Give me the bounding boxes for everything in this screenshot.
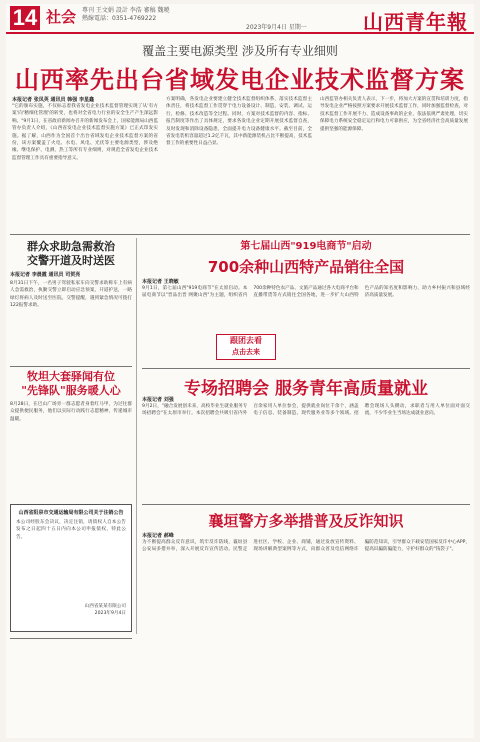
rescue-byline: 本报记者 李晨霞 通讯员 司贺亮 xyxy=(10,272,81,278)
police-text: 为不断提高群众反诈意识，筑牢反诈防线，襄垣县公安局多措并举，深入开展反诈宣传活动。民警走进社区、学校、企业、商铺，通过发放宣传资料、现场讲解典型案例等方式，向群众普及电信网络诈骗防范知识，引导群众下载安装国家反诈中心APP，提高识骗防骗能力，守护好群众的"钱袋子"。 xyxy=(142,540,470,553)
divider xyxy=(10,638,132,639)
rescue-headline-1: 群众求助急需救治 xyxy=(27,240,115,253)
job-byline: 本报记者 刘强 xyxy=(142,397,174,403)
job-headline: 专场招聘会 服务青年高质量就业 xyxy=(184,379,428,399)
fair-byline: 本报记者 王晓敏 xyxy=(142,279,179,285)
lead-column-1 xyxy=(12,96,158,228)
promo-line-1: 跟团去看 xyxy=(230,336,262,345)
volunteer-headline-2: "先锋队"服务暖人心 xyxy=(21,384,121,397)
police-byline: 本报记者 郝峰 xyxy=(142,533,174,539)
lead-text-3: 山西监管办相关负责人表示，下一步，将加大方案的宣贯和培训力度，指导发电企业严格按照方案要求开展技术监督工作，同时加强监督检查，对技术监督工作开展不力、造成设备事故的企业，依法依规严肃处理，切实保障电力系统安全稳定运行和电力可靠供应，为全省经济社会高质量发展提供坚强的能源保障。 xyxy=(320,97,468,132)
lead-headline: 山西率先出台省域发电企业技术监督方案 xyxy=(15,66,465,94)
newspaper-page xyxy=(6,4,474,738)
desk-info: 專刊 王文娟 設計 李浩 審稿 魏曉 熱線電話：0351-4769222 xyxy=(82,7,170,22)
issue-date: 2023年9月4日 星期一 xyxy=(246,24,307,31)
divider xyxy=(10,366,132,367)
page-number: 14 xyxy=(10,6,40,30)
job-text: 9月2日，"融合发展创未来，高校毕业生就业服务专场招聘会"在太原市举行。本次招聘会共吸引省内外百余家用人单位参会，提供就业岗位千余个，涵盖电子信息、装备制造、现代服务业等多个领域。招聘会现场人头攒动，求职者与用人单位面对面交流，不少毕业生当场达成就业意向。 xyxy=(142,404,470,417)
notice-box xyxy=(10,504,132,632)
divider xyxy=(10,234,470,235)
police-headline: 襄垣警方多举措普及反诈知识 xyxy=(208,512,404,530)
lead-column-2 xyxy=(166,96,312,228)
lead-text-1: "它的颁布实施，不仅标志着我省发电企业技术监督管理实现了从'有方案'向'精细化管理'的转变，也将对全省电力行业的安全生产产生深远影响。"9月1日，在省政府新闻办召开的新闻发布会上，国家能源局山西监管办负责人介绍，《山西省发电企业技术监督实施方案》已正式印发实施。据了解，山西作为全国首个出台省域发电企业技术监督方案的省份，该方案覆盖了火电、水电、风电、光伏等主要电源类型，涉及绝缘、继电保护、电测、热工等所有专业细则，对规范全省发电企业技术监督管理工作具有重要指导意义。 xyxy=(12,104,158,161)
volunteer-headline-1: 牧坦大套驿闻有位 xyxy=(27,370,115,383)
masthead xyxy=(6,4,474,34)
notice-text: 本公司经股东会决议，决定注销，请债权人自本公告发布之日起四十五日内向本公司申报债权，特此公告。 xyxy=(16,520,126,540)
lead-byline: 本报记者 张凤英 通讯员 韩强 李星鑫 xyxy=(12,97,94,103)
divider xyxy=(142,368,470,369)
promo-badge xyxy=(216,334,276,360)
volunteer-article xyxy=(10,370,132,498)
volunteer-text: 8月28日，在巴山广场旁一群志愿者身着红马甲，为过往群众提供便民服务，他们以实际行动践行志愿精神，传递城市温暖。 xyxy=(10,402,132,422)
notice-date: 2023年9月4日 xyxy=(94,611,126,617)
paper-logo: 山西青年報 xyxy=(363,10,468,34)
fair-text: 9月1日，第七届山西"919电商节"在太原启动。本届电商节以"晋品出晋 网聚山西"为主题，组织省内700余种特色农产品、文旅产品通过各大电商平台和直播带货等方式销往全国各地，进一步扩大山西特色产品的知名度和影响力，助力乡村振兴和县域经济高质量发展。 xyxy=(142,286,470,299)
fair-article xyxy=(142,278,470,362)
promo-line-2: 点击去来 xyxy=(232,348,260,356)
lead-text-2: 方案明确，各发电企业要建立健全技术监督组织体系，落实技术监督主体责任，将技术监督工作贯穿于电力设备设计、制造、安装、调试、运行、检修、技术改造等全过程。同时，方案对技术监督的内容、指标、报告制度等作出了具体规定，要求各发电企业定期开展技术监督自查，及时发现和消除设备隐患，全面提升电力设备健康水平。截至目前，全省发电装机容量超过1.2亿千瓦，其中新能源装机占比不断提高，技术监督工作的重要性日益凸显。 xyxy=(166,97,312,147)
lead-kicker: 覆盖主要电源类型 涉及所有专业细则 xyxy=(142,44,338,58)
rescue-article xyxy=(10,240,132,362)
job-article xyxy=(142,396,470,500)
fair-headline: 700余种山西特产品销往全国 xyxy=(207,258,405,276)
fair-kicker: 第七届山西"919电商节"启动 xyxy=(240,241,372,252)
rescue-headline-2: 交警开道及时送医 xyxy=(27,254,115,267)
rescue-text: 8月31日下午，一名男子驾驶私家车向交警求助称车上有病人急需救治，执勤交警立即启动应急预案，开道护送，一路绿灯将病人及时送至医院。交警提醒，遇到紧急情况可拨打122报警求助。 xyxy=(10,281,132,309)
police-article xyxy=(142,532,470,732)
section-title: 社会 xyxy=(46,8,77,26)
column-divider xyxy=(136,238,137,634)
lead-column-3 xyxy=(320,96,468,228)
notice-title: 山西省阳泉市交通运输局有限公司关于注销公告 xyxy=(18,510,124,516)
notice-signer: 山西省某某有限公司 xyxy=(84,604,126,609)
divider xyxy=(142,504,470,505)
